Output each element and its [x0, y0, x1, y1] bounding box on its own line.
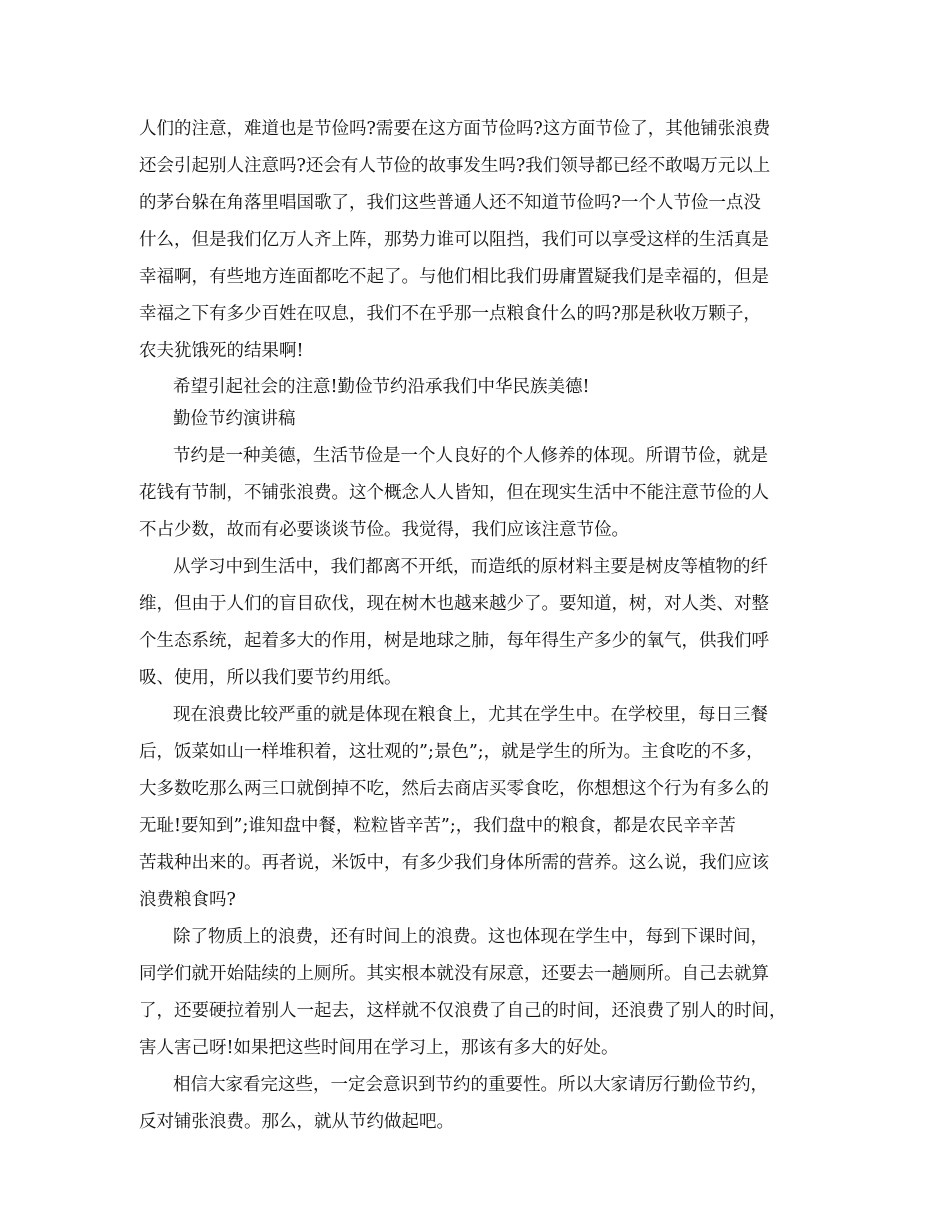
body-text-line: 了，还要硬拉着别人一起去，这样就不仅浪费了自己的时间，还浪费了别人的时间，: [139, 1001, 787, 1021]
body-text-line: 大多数吃那么两三口就倒掉不吃，然后去商店买零食吃，你想想这个行为有多么的: [139, 779, 769, 799]
body-text-line: 个生态系统，起着多大的作用，树是地球之肺，每年得生产多少的氧气，供我们呼: [139, 631, 769, 651]
body-text-line: 后，饭菜如山一样堆积着，这壮观的”;景色”;，就是学生的所为。主食吃的不多，: [139, 742, 764, 762]
body-text-line: 希望引起社会的注意!勤俭节约沿承我们中华民族美德!: [173, 377, 590, 397]
body-text-line: 从学习中到生活中，我们都离不开纸，而造纸的原材料主要是树皮等植物的纤: [173, 557, 768, 577]
body-text-line: 农夫犹饿死的结果啊!: [139, 341, 304, 361]
body-text-line: 害人害己呀!如果把这些时间用在学习上，那该有多大的好处。: [139, 1038, 619, 1058]
body-text-line: 花钱有节制，不铺张浪费。这个概念人人皆知，但在现实生活中不能注意节俭的人: [139, 483, 769, 503]
body-text-line: 反对铺张浪费。那么，就从节约做起吧。: [139, 1112, 454, 1132]
body-text-line: 人们的注意，难道也是节俭吗?需要在这方面节俭吗?这方面节俭了，其他铺张浪费: [139, 119, 771, 139]
body-text-line: 浪费粮食吗?: [139, 890, 236, 910]
body-text-line: 现在浪费比较严重的就是体现在粮食上，尤其在学生中。在学校里，每日三餐: [173, 705, 768, 725]
body-text-line: 苦栽种出来的。再者说，米饭中，有多少我们身体所需的营养。这么说，我们应该: [139, 853, 769, 873]
body-text-line: 幸福之下有多少百姓在叹息，我们不在乎那一点粮食什么的吗?那是秋收万颗子，: [139, 304, 761, 324]
body-text-line: 幸福啊，有些地方连面都吃不起了。与他们相比我们毋庸置疑我们是幸福的，但是: [139, 267, 769, 287]
body-text-line: 不占少数，故而有必要谈谈节俭。我觉得，我们应该注意节俭。: [139, 520, 629, 540]
body-text-line: 维，但由于人们的盲目砍伐，现在树木也越来越少了。要知道，树，对人类、对整: [139, 594, 769, 614]
body-text-line: 无耻!要知到”;谁知盘中餐，粒粒皆辛苦”;，我们盘中的粮食，都是农民辛辛苦: [139, 816, 736, 836]
body-text-line: 什么，但是我们亿万人齐上阵，那势力谁可以阻挡，我们可以享受这样的生活真是: [139, 230, 769, 250]
body-text-line: 的茅台躲在角落里唱国歌了，我们这些普通人还不知道节俭吗?一个人节俭一点没: [139, 193, 761, 213]
body-text-line: 节约是一种美德，生活节俭是一个人良好的个人修养的体现。所谓节俭，就是: [173, 446, 768, 466]
body-text-line: 同学们就开始陆续的上厕所。其实根本就没有尿意，还要去一趟厕所。自己去就算: [139, 964, 769, 984]
body-text-line: 还会引起别人注意吗?还会有人节俭的故事发生吗?我们领导都已经不敢喝万元以上: [139, 156, 771, 176]
section-heading: 勤俭节约演讲稿: [173, 409, 296, 429]
body-text-line: 除了物质上的浪费，还有时间上的浪费。这也体现在学生中，每到下课时间，: [173, 927, 768, 947]
body-text-line: 相信大家看完这些，一定会意识到节约的重要性。所以大家请厉行勤俭节约，: [173, 1075, 768, 1095]
body-text-line: 吸、使用，所以我们要节约用纸。: [139, 668, 402, 688]
